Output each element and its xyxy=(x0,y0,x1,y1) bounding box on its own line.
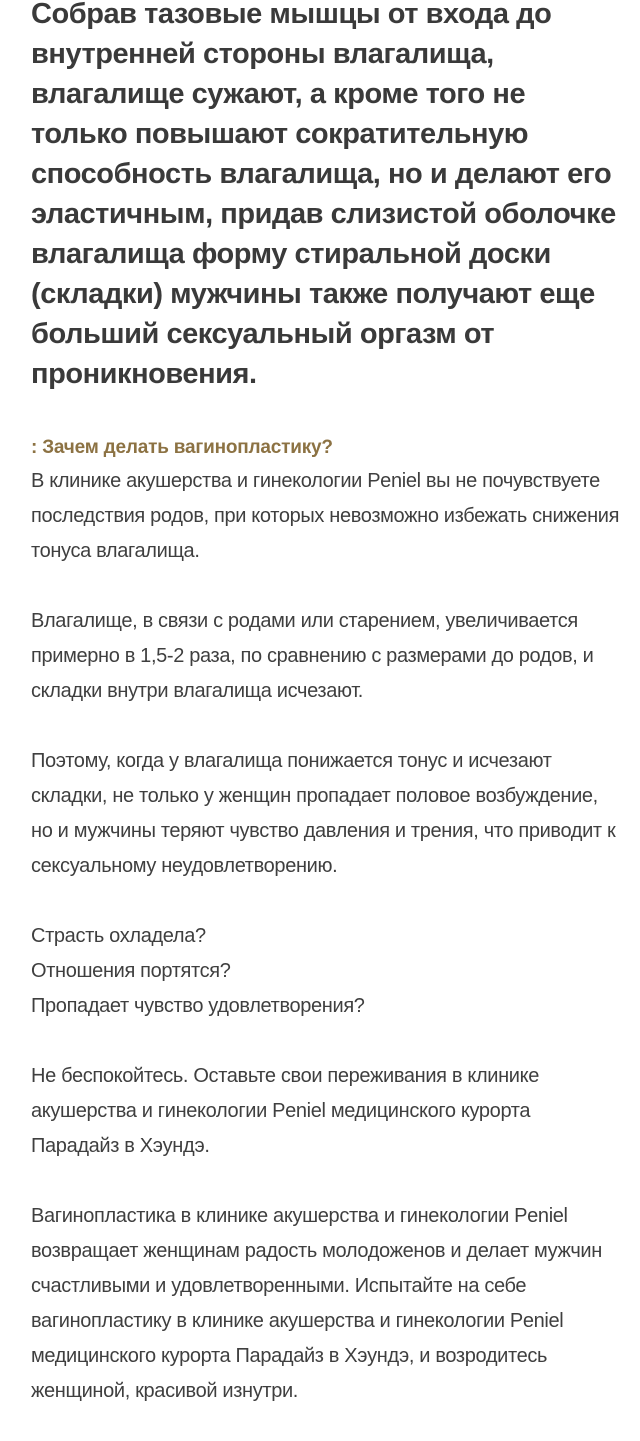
question-line: Страсть охладела? xyxy=(31,925,206,947)
why-vaginoplasty-section xyxy=(31,432,621,1409)
paragraph-childbirth-effects: В клинике акушерства и гинекологии Peniel вы не почувствуете последствия родов, при которых невозможно избежать снижения тонуса влагалища. xyxy=(31,470,620,562)
paragraph-closing: Вагинопластика в клинике акушерства и гинекологии Peniel возвращает женщинам радость молодоженов и делает мужчин счастливыми и удовлетворенными. Испытайте на себе вагинопластику в клинике акушерства и гинекологии Peniel медицинского курорта Парадайз в Хэундэ, и возродитесь женщиной, красивой изнутри. xyxy=(31,1205,602,1402)
article-headline: Собрав тазовые мышцы от входа до внутренней стороны влагалища, влагалище сужают, а кроме того не только повышают сократительную способность влагалища, но и делают его эластичным, придав слизистой оболочке влагалища форму стиральной доски (складки) мужчины также получают еще больший сексуальный оргазм от проникновения. xyxy=(31,0,616,390)
paragraph-consequences: Поэтому, когда у влагалища понижается тонус и исчезают складки, не только у женщин пропадает половое возбуждение, но и мужчины теряют чувство давления и трения, что приводит к сексуальному неудовлетворению. xyxy=(31,750,616,877)
paragraph-questions xyxy=(31,919,621,1024)
question-line: Отношения портятся? xyxy=(31,960,231,982)
paragraph-reassurance: Не беспокойтесь. Оставьте свои переживания в клинике акушерства и гинекологии Peniel медицинского курорта Парадайз в Хэундэ. xyxy=(31,1065,540,1157)
question-line: Пропадает чувство удовлетворения? xyxy=(31,995,365,1017)
paragraph-enlargement: Влагалище, в связи с родами или старением, увеличивается примерно в 1,5-2 раза, по сравнению с размерами до родов, и складки внутри влагалища исчезают. xyxy=(31,610,594,702)
section-subheading: : Зачем делать вагинопластику? xyxy=(31,437,333,458)
